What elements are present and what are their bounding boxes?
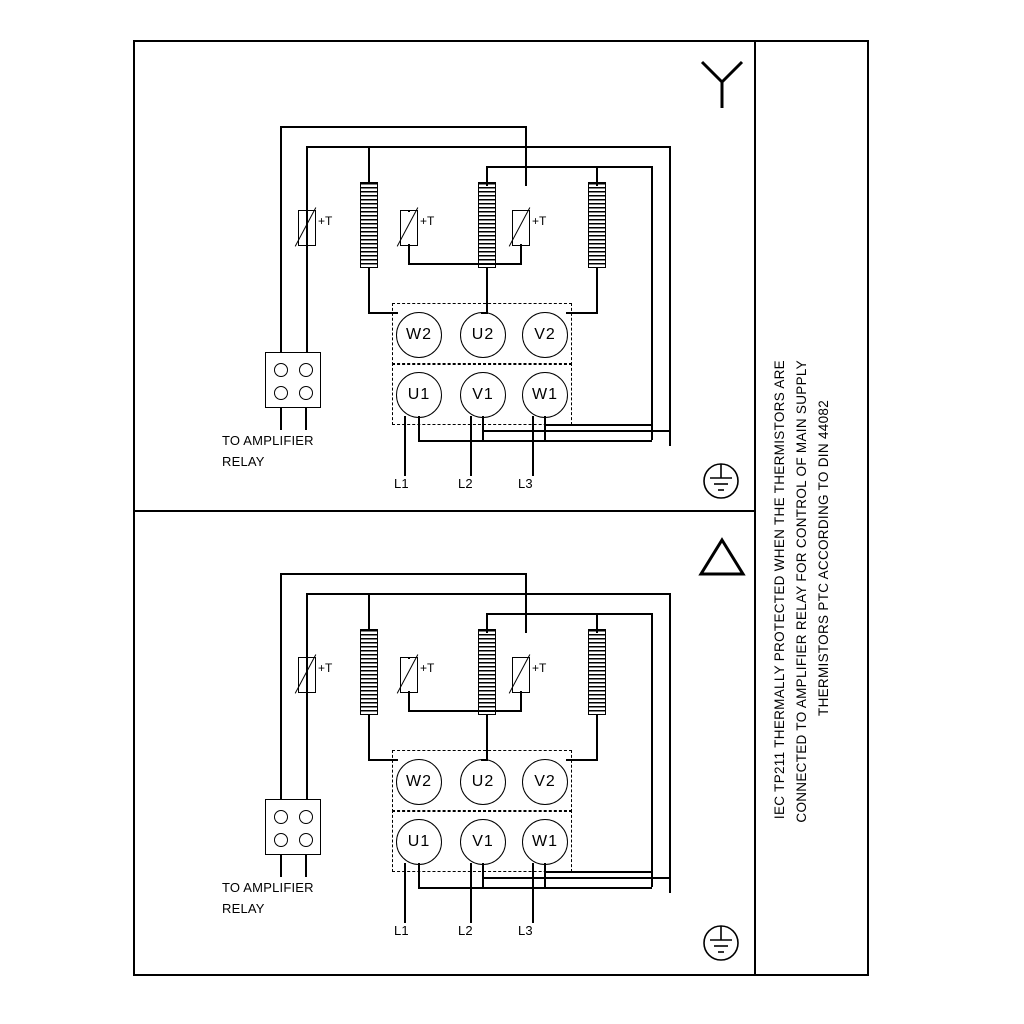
- terminal-W1[interactable]: W1: [522, 372, 568, 418]
- phase-wire-L2: [470, 863, 472, 923]
- delta-symbol: [698, 536, 746, 576]
- bus-wire: [368, 146, 370, 184]
- delta-link-wire: [544, 863, 546, 887]
- connector-lead: [305, 855, 307, 877]
- star-point-wire: [482, 430, 670, 432]
- coil-link: [566, 312, 598, 314]
- phase-wire-L1: [404, 863, 406, 923]
- star-point-wire: [544, 416, 546, 440]
- note-column-divider: [754, 40, 756, 976]
- connector-pin: [299, 386, 313, 400]
- star-point-wire: [418, 416, 420, 440]
- thermistor-wire: [408, 263, 522, 265]
- terminal-U1[interactable]: U1: [396, 819, 442, 865]
- delta-link-wire: [482, 877, 670, 879]
- star-point-wire: [418, 440, 652, 442]
- bus-wire: [669, 146, 671, 446]
- delta-link-wire: [418, 863, 420, 887]
- winding-coil-1: [360, 182, 378, 268]
- thermistor-label-3: +T: [532, 214, 547, 228]
- connector-pin: [274, 363, 288, 377]
- terminal-V1[interactable]: V1: [460, 372, 506, 418]
- coil-link: [486, 268, 488, 314]
- thermistor-wire: [408, 691, 410, 711]
- thermistor-label-2: +T: [420, 661, 435, 675]
- delta-link-wire: [482, 863, 484, 887]
- terminal-W1[interactable]: W1: [522, 819, 568, 865]
- bus-wire: [306, 593, 670, 595]
- thermistor-label-2: +T: [420, 214, 435, 228]
- coil-link: [596, 268, 598, 314]
- thermistor-wire: [520, 244, 522, 264]
- thermistor-wire: [306, 691, 308, 803]
- bus-wire: [651, 166, 653, 440]
- amplifier-label-line1: TO AMPLIFIER: [222, 880, 314, 895]
- bus-wire: [525, 573, 527, 633]
- amplifier-connector-block[interactable]: [265, 352, 321, 408]
- thermistor-wire: [306, 210, 308, 212]
- phase-label-L1: L1: [394, 923, 409, 938]
- bus-wire: [486, 613, 652, 615]
- bus-wire: [525, 126, 527, 186]
- winding-coil-1: [360, 629, 378, 715]
- phase-wire-L3: [532, 416, 534, 476]
- connector-pin: [274, 833, 288, 847]
- terminal-W2[interactable]: W2: [396, 759, 442, 805]
- phase-label-L2: L2: [458, 476, 473, 491]
- connector-pin: [274, 810, 288, 824]
- phase-wire-L2: [470, 416, 472, 476]
- thermistor-label-1: +T: [318, 661, 333, 675]
- winding-coil-3: [588, 182, 606, 268]
- coil-link: [566, 759, 598, 761]
- thermistor-label-1: +T: [318, 214, 333, 228]
- coil-link: [481, 312, 487, 314]
- delta-link-wire: [418, 887, 652, 889]
- phase-wire-L3: [532, 863, 534, 923]
- winding-coil-2: [478, 182, 496, 268]
- amplifier-label-line1: TO AMPLIFIER: [222, 433, 314, 448]
- thermistor-wire: [408, 244, 410, 264]
- bus-wire: [280, 126, 526, 128]
- connector-lead: [280, 855, 282, 877]
- bus-wire: [486, 166, 488, 186]
- bus-wire: [280, 573, 282, 803]
- note-line-3: THERMISTORS PTC ACCORDING TO DIN 44082: [816, 400, 831, 716]
- coil-link: [368, 312, 398, 314]
- bus-wire: [486, 166, 652, 168]
- amplifier-label-line2: RELAY: [222, 454, 265, 469]
- connector-pin: [299, 810, 313, 824]
- bus-wire: [486, 613, 488, 633]
- earth-icon-star: [698, 458, 744, 504]
- panel-divider: [133, 510, 755, 512]
- wye-symbol: [698, 58, 746, 112]
- terminal-U2[interactable]: U2: [460, 312, 506, 358]
- phase-label-L3: L3: [518, 923, 533, 938]
- coil-link: [368, 759, 398, 761]
- phase-label-L2: L2: [458, 923, 473, 938]
- bus-wire: [651, 613, 653, 887]
- winding-coil-2: [478, 629, 496, 715]
- coil-link: [368, 268, 370, 314]
- connector-pin: [274, 386, 288, 400]
- phase-wire-L1: [404, 416, 406, 476]
- terminal-W2[interactable]: W2: [396, 312, 442, 358]
- terminal-V2[interactable]: V2: [522, 759, 568, 805]
- amplifier-label-line2: RELAY: [222, 901, 265, 916]
- note-line-1: IEC TP211 THERMALLY PROTECTED WHEN THE THERMISTORS ARE: [772, 360, 787, 820]
- connector-pin: [299, 833, 313, 847]
- terminal-U2[interactable]: U2: [460, 759, 506, 805]
- note-line-2: CONNECTED TO AMPLIFIER RELAY FOR CONTROL OF MAIN SUPPLY: [794, 360, 809, 823]
- terminal-U1[interactable]: U1: [396, 372, 442, 418]
- bus-wire: [368, 593, 370, 631]
- bus-wire: [280, 126, 282, 356]
- thermistor-wire: [306, 244, 308, 356]
- thermistor-wire: [408, 210, 410, 212]
- connector-lead: [280, 408, 282, 430]
- connector-lead: [305, 408, 307, 430]
- bus-wire: [669, 593, 671, 893]
- coil-link: [486, 715, 488, 761]
- coil-link: [596, 715, 598, 761]
- coil-link: [481, 759, 487, 761]
- thermistor-wire: [408, 710, 522, 712]
- phase-label-L1: L1: [394, 476, 409, 491]
- bus-wire: [596, 166, 598, 186]
- terminal-V1[interactable]: V1: [460, 819, 506, 865]
- star-point-wire: [544, 424, 652, 426]
- winding-coil-3: [588, 629, 606, 715]
- bus-wire: [280, 573, 526, 575]
- phase-label-L3: L3: [518, 476, 533, 491]
- bus-wire: [596, 613, 598, 633]
- connector-pin: [299, 363, 313, 377]
- terminal-V2[interactable]: V2: [522, 312, 568, 358]
- star-point-wire: [482, 416, 484, 440]
- earth-icon-delta: [698, 920, 744, 966]
- thermistor-wire: [408, 657, 410, 659]
- thermistor-wire: [520, 691, 522, 711]
- thermistor-wire: [306, 657, 308, 659]
- bus-wire: [306, 146, 670, 148]
- delta-link-wire: [544, 871, 652, 873]
- thermistor-label-3: +T: [532, 661, 547, 675]
- coil-link: [368, 715, 370, 761]
- amplifier-connector-block[interactable]: [265, 799, 321, 855]
